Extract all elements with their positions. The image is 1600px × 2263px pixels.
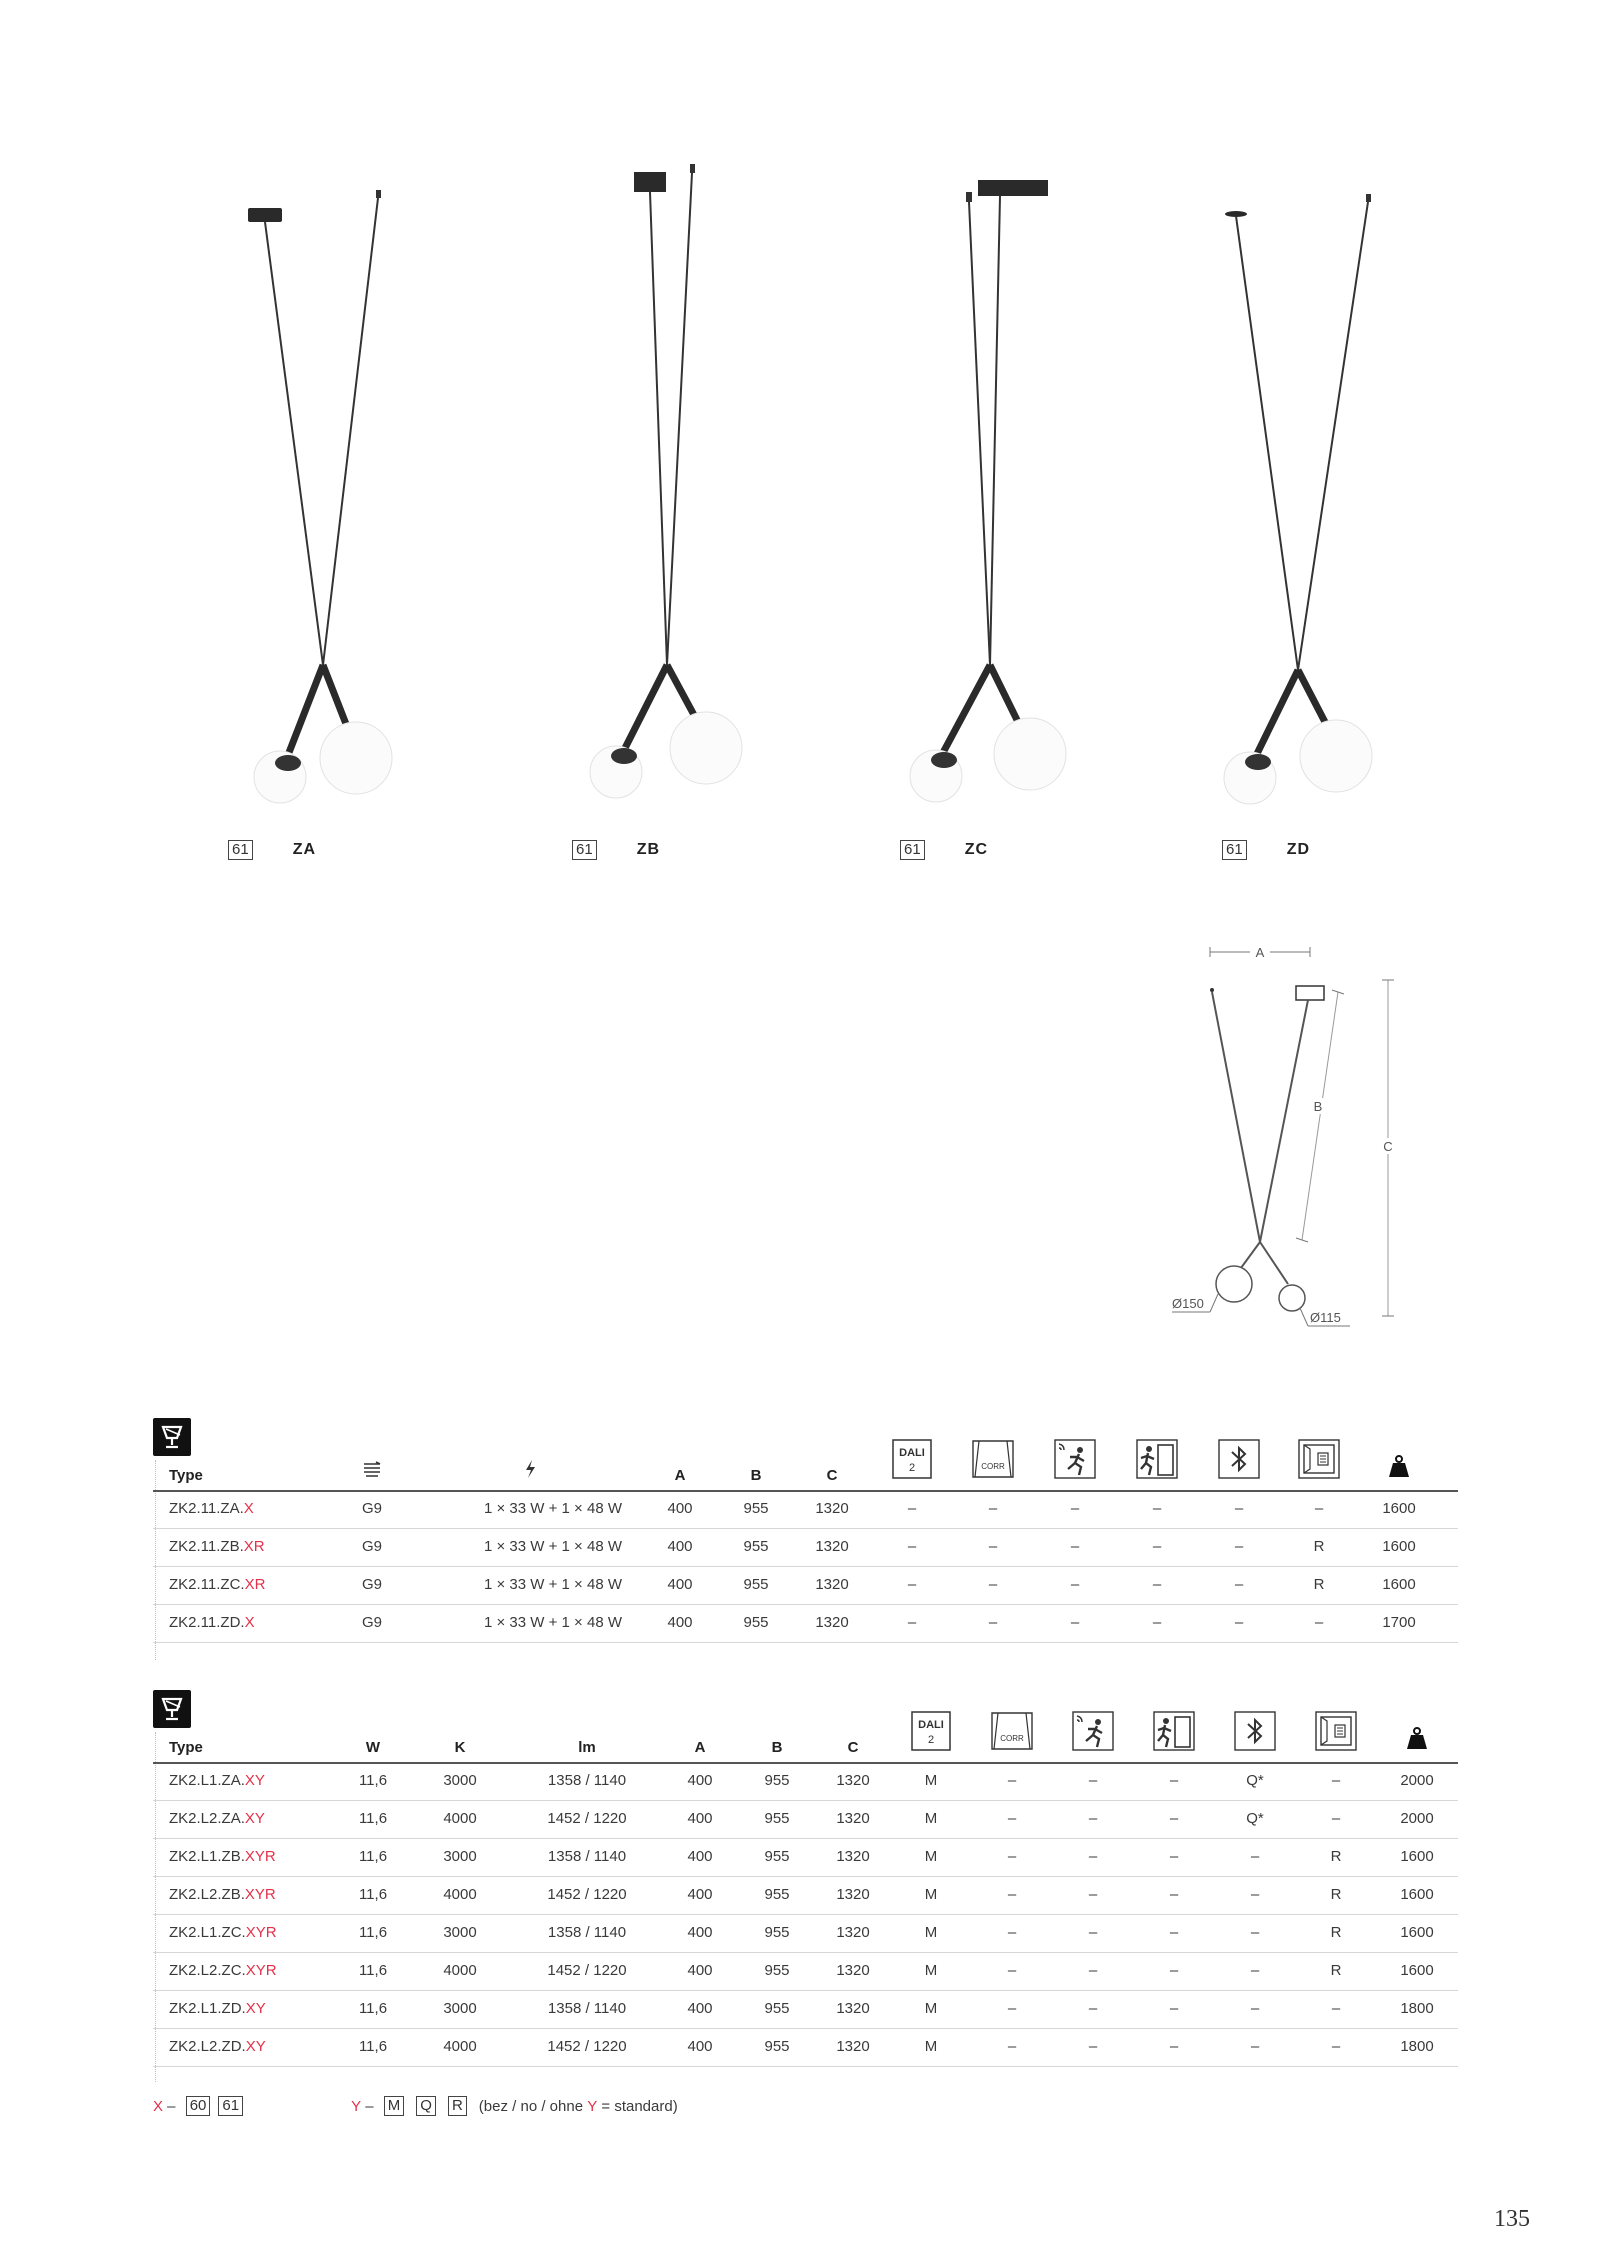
cell-emergency: – bbox=[1152, 1614, 1162, 1631]
cell-w: 11,6 bbox=[358, 1924, 388, 1941]
control-box-icon bbox=[1298, 1439, 1340, 1484]
header-a: A bbox=[674, 1467, 686, 1484]
cell-bt: – bbox=[1250, 2000, 1260, 2017]
cell-dali: M bbox=[924, 2038, 938, 2055]
cell-corr: – bbox=[988, 1500, 998, 1517]
cell-a: 400 bbox=[667, 1500, 693, 1517]
cell-c: 1320 bbox=[815, 1538, 849, 1555]
header-b: B bbox=[750, 1467, 762, 1484]
cell-corr: – bbox=[988, 1576, 998, 1593]
header-type: Type bbox=[169, 1739, 203, 1756]
cell-k: 4000 bbox=[443, 1962, 477, 1979]
legend-x-option: 61 bbox=[218, 2096, 243, 2116]
cell-weight: 1700 bbox=[1382, 1614, 1416, 1631]
table-row bbox=[153, 1800, 1458, 1839]
type-code: ZK2.11.ZB. bbox=[169, 1538, 244, 1555]
variant-label bbox=[228, 840, 316, 860]
header-type: Type bbox=[169, 1467, 203, 1484]
dim-diameter-large: Ø150 bbox=[1172, 1296, 1204, 1311]
table-row bbox=[153, 1762, 1458, 1801]
cell-ctrl: – bbox=[1331, 2038, 1341, 2055]
cell-emergency: – bbox=[1169, 2038, 1179, 2055]
type-suffix: XY bbox=[245, 2038, 266, 2055]
cell-k: 4000 bbox=[443, 1810, 477, 1827]
type-code: ZK2.L2.ZC. bbox=[169, 1962, 246, 1979]
legend-y-option: R bbox=[448, 2096, 467, 2116]
cell-emergency: – bbox=[1169, 1772, 1179, 1789]
cell-type bbox=[169, 1800, 265, 1838]
color-box: 61 bbox=[572, 840, 597, 860]
cell-dali: – bbox=[907, 1614, 917, 1631]
product-zd bbox=[1222, 150, 1462, 870]
type-code: ZK2.L2.ZD. bbox=[169, 2038, 246, 2055]
cell-emergency: – bbox=[1169, 1810, 1179, 1827]
cell-dali: – bbox=[907, 1538, 917, 1555]
cell-bt: – bbox=[1234, 1538, 1244, 1555]
dali-icon bbox=[892, 1439, 932, 1484]
cell-b: 955 bbox=[743, 1538, 769, 1555]
cell-w: 11,6 bbox=[358, 1962, 388, 1979]
cell-bt: – bbox=[1234, 1500, 1244, 1517]
color-box: 61 bbox=[900, 840, 925, 860]
cell-a: 400 bbox=[687, 1810, 713, 1827]
cell-b: 955 bbox=[743, 1500, 769, 1517]
cell-sensor: – bbox=[1088, 1924, 1098, 1941]
weight-icon bbox=[1387, 1455, 1411, 1484]
cell-bt: – bbox=[1234, 1614, 1244, 1631]
cell-k: 3000 bbox=[443, 1848, 477, 1865]
cell-lm: 1358 / 1140 bbox=[547, 1924, 627, 1941]
variant-code: ZB bbox=[636, 841, 661, 858]
cell-c: 1320 bbox=[836, 1924, 870, 1941]
type-code: ZK2.11.ZA. bbox=[169, 1500, 244, 1517]
type-code: ZK2.L1.ZA. bbox=[169, 1772, 245, 1789]
cell-ctrl: R bbox=[1330, 1886, 1342, 1903]
table-header bbox=[153, 1418, 1458, 1492]
cell-dali: M bbox=[924, 2000, 938, 2017]
table-led bbox=[153, 1690, 1458, 2085]
cell-bt: – bbox=[1234, 1576, 1244, 1593]
cell-c: 1320 bbox=[815, 1500, 849, 1517]
cell-type bbox=[169, 1990, 266, 2028]
header-k: K bbox=[454, 1739, 466, 1756]
cell-bt: – bbox=[1250, 1886, 1260, 1903]
cell-a: 400 bbox=[667, 1538, 693, 1555]
cell-b: 955 bbox=[764, 2000, 790, 2017]
header-w: W bbox=[365, 1739, 381, 1756]
type-code: ZK2.L1.ZD. bbox=[169, 2000, 246, 2017]
cell-c: 1320 bbox=[836, 1848, 870, 1865]
cell-a: 400 bbox=[687, 1848, 713, 1865]
emergency-exit-icon bbox=[1153, 1711, 1195, 1756]
cell-dali: M bbox=[924, 1962, 938, 1979]
cell-bt: – bbox=[1250, 1848, 1260, 1865]
table-row bbox=[153, 1838, 1458, 1877]
cell-weight: 1600 bbox=[1400, 1886, 1434, 1903]
cell-weight: 1600 bbox=[1400, 1924, 1434, 1941]
header-b: B bbox=[771, 1739, 783, 1756]
cell-sensor: – bbox=[1070, 1538, 1080, 1555]
cell-corr: – bbox=[1007, 1848, 1017, 1865]
table-row bbox=[153, 1490, 1458, 1529]
type-suffix: XYR bbox=[244, 1886, 276, 1903]
cell-k: 3000 bbox=[443, 2000, 477, 2017]
cell-corr: – bbox=[1007, 1886, 1017, 1903]
cell-weight: 1800 bbox=[1400, 2000, 1434, 2017]
cell-a: 400 bbox=[687, 1924, 713, 1941]
cell-socket: G9 bbox=[361, 1576, 383, 1593]
type-code: ZK2.L2.ZB. bbox=[169, 1886, 245, 1903]
dim-diameter-small: Ø115 bbox=[1310, 1310, 1341, 1325]
corridor-icon bbox=[990, 1711, 1034, 1756]
cell-type bbox=[169, 1490, 254, 1528]
header-c: C bbox=[826, 1467, 838, 1484]
cell-corr: – bbox=[1007, 1772, 1017, 1789]
cell-bt: – bbox=[1250, 1962, 1260, 1979]
cell-sensor: – bbox=[1088, 1886, 1098, 1903]
variant-label bbox=[900, 840, 988, 860]
cell-corr: – bbox=[988, 1538, 998, 1555]
table-row bbox=[153, 1876, 1458, 1915]
cell-b: 955 bbox=[743, 1576, 769, 1593]
cell-power: 1 × 33 W + 1 × 48 W bbox=[484, 1538, 622, 1555]
cell-sensor: – bbox=[1088, 1848, 1098, 1865]
cell-type bbox=[169, 1604, 255, 1642]
table-halogen bbox=[153, 1418, 1458, 1663]
header-lm: lm bbox=[578, 1739, 596, 1756]
page-number: 135 bbox=[1494, 2206, 1530, 2232]
type-suffix: XYR bbox=[245, 1962, 277, 1979]
cell-type bbox=[169, 1838, 276, 1876]
type-code: ZK2.L1.ZB. bbox=[169, 1848, 245, 1865]
table-row bbox=[153, 1990, 1458, 2029]
motion-sensor-icon bbox=[1054, 1439, 1096, 1484]
variant-code: ZD bbox=[1286, 841, 1311, 858]
cell-emergency: – bbox=[1169, 2000, 1179, 2017]
cell-emergency: – bbox=[1169, 1848, 1179, 1865]
cell-lm: 1452 / 1220 bbox=[547, 1810, 627, 1827]
product-zc bbox=[900, 150, 1140, 870]
variant-code: ZC bbox=[964, 841, 989, 858]
cell-weight: 1600 bbox=[1382, 1538, 1416, 1555]
cell-emergency: – bbox=[1152, 1500, 1162, 1517]
cell-corr: – bbox=[1007, 1962, 1017, 1979]
variant-label bbox=[572, 840, 660, 860]
product-zb bbox=[572, 150, 812, 870]
type-suffix: XR bbox=[243, 1538, 265, 1555]
cell-sensor: – bbox=[1088, 1810, 1098, 1827]
cell-lm: 1358 / 1140 bbox=[547, 1772, 627, 1789]
cell-k: 3000 bbox=[443, 1772, 477, 1789]
cell-a: 400 bbox=[667, 1614, 693, 1631]
cell-k: 4000 bbox=[443, 2038, 477, 2055]
control-box-icon bbox=[1315, 1711, 1357, 1756]
weight-icon bbox=[1405, 1727, 1429, 1756]
cell-w: 11,6 bbox=[358, 1848, 388, 1865]
cell-bt: – bbox=[1250, 1924, 1260, 1941]
cell-sensor: – bbox=[1088, 1772, 1098, 1789]
dim-label-c: C bbox=[1383, 1139, 1393, 1154]
cell-socket: G9 bbox=[361, 1500, 383, 1517]
cell-emergency: – bbox=[1169, 1962, 1179, 1979]
cell-c: 1320 bbox=[815, 1576, 849, 1593]
pendant-lamp-zc-image bbox=[900, 150, 1140, 840]
cell-a: 400 bbox=[687, 2000, 713, 2017]
table-row bbox=[153, 1528, 1458, 1567]
cell-ctrl: R bbox=[1330, 1962, 1342, 1979]
legend-y-label: Y bbox=[351, 2097, 362, 2115]
cell-type bbox=[169, 1762, 265, 1800]
cell-emergency: – bbox=[1169, 1886, 1179, 1903]
cell-sensor: – bbox=[1070, 1614, 1080, 1631]
cell-lm: 1452 / 1220 bbox=[547, 1962, 627, 1979]
table-row bbox=[153, 1566, 1458, 1605]
type-suffix: XY bbox=[244, 1772, 265, 1789]
cell-b: 955 bbox=[764, 1924, 790, 1941]
cell-ctrl: – bbox=[1331, 1810, 1341, 1827]
color-box: 61 bbox=[228, 840, 253, 860]
variant-label bbox=[1222, 840, 1310, 860]
cell-weight: 1600 bbox=[1382, 1576, 1416, 1593]
cell-b: 955 bbox=[764, 1962, 790, 1979]
motion-sensor-icon bbox=[1072, 1711, 1114, 1756]
cell-socket: G9 bbox=[361, 1614, 383, 1631]
cell-type bbox=[169, 1876, 276, 1914]
cell-lm: 1358 / 1140 bbox=[547, 2000, 627, 2017]
cell-ctrl: – bbox=[1331, 1772, 1341, 1789]
cell-sensor: – bbox=[1088, 2000, 1098, 2017]
cell-c: 1320 bbox=[815, 1614, 849, 1631]
cell-weight: 2000 bbox=[1400, 1772, 1434, 1789]
pendant-lamp-za-image bbox=[228, 150, 468, 840]
cell-b: 955 bbox=[764, 1810, 790, 1827]
legend-note-y: Y bbox=[587, 2097, 598, 2115]
cell-a: 400 bbox=[687, 2038, 713, 2055]
legend-x-option: 60 bbox=[186, 2096, 211, 2116]
cell-w: 11,6 bbox=[358, 1772, 388, 1789]
cell-c: 1320 bbox=[836, 1810, 870, 1827]
cell-a: 400 bbox=[687, 1886, 713, 1903]
cell-ctrl: – bbox=[1314, 1614, 1324, 1631]
type-suffix: X bbox=[244, 1614, 255, 1631]
cell-a: 400 bbox=[687, 1772, 713, 1789]
svg-text:2: 2 bbox=[927, 1734, 935, 1746]
cell-b: 955 bbox=[764, 2038, 790, 2055]
cell-ctrl: – bbox=[1331, 2000, 1341, 2017]
cell-k: 3000 bbox=[443, 1924, 477, 1941]
cell-type bbox=[169, 1566, 265, 1604]
type-suffix: X bbox=[243, 1500, 254, 1517]
cell-a: 400 bbox=[667, 1576, 693, 1593]
bluetooth-icon bbox=[1234, 1711, 1276, 1756]
cell-a: 400 bbox=[687, 1962, 713, 1979]
type-suffix: XYR bbox=[245, 1924, 277, 1941]
type-code: ZK2.L1.ZC. bbox=[169, 1924, 246, 1941]
cell-lm: 1358 / 1140 bbox=[547, 1848, 627, 1865]
cell-b: 955 bbox=[743, 1614, 769, 1631]
legend-x-label: X bbox=[153, 2097, 164, 2115]
cell-power: 1 × 33 W + 1 × 48 W bbox=[484, 1500, 622, 1517]
cell-b: 955 bbox=[764, 1848, 790, 1865]
corridor-icon bbox=[971, 1439, 1015, 1484]
svg-text:DALI: DALI bbox=[899, 1447, 925, 1459]
type-suffix: XYR bbox=[244, 1848, 276, 1865]
cell-weight: 1600 bbox=[1400, 1962, 1434, 1979]
color-box: 61 bbox=[1222, 840, 1247, 860]
cell-dali: – bbox=[907, 1500, 917, 1517]
cell-sensor: – bbox=[1088, 1962, 1098, 1979]
cell-c: 1320 bbox=[836, 2038, 870, 2055]
cell-power: 1 × 33 W + 1 × 48 W bbox=[484, 1576, 622, 1593]
type-suffix: XY bbox=[244, 1810, 265, 1827]
type-suffix: XR bbox=[244, 1576, 266, 1593]
table-row bbox=[153, 1914, 1458, 1953]
legend bbox=[153, 2096, 678, 2116]
legend-x-dash: – bbox=[163, 2097, 180, 2115]
cell-ctrl: R bbox=[1330, 1848, 1342, 1865]
emergency-exit-icon bbox=[1136, 1439, 1178, 1484]
cell-corr: – bbox=[1007, 1924, 1017, 1941]
cell-bt: Q* bbox=[1246, 1772, 1264, 1789]
cell-emergency: – bbox=[1152, 1576, 1162, 1593]
cell-lm: 1452 / 1220 bbox=[547, 1886, 627, 1903]
bluetooth-icon bbox=[1218, 1439, 1260, 1484]
dimension-diagram bbox=[1150, 940, 1430, 1340]
variant-code: ZA bbox=[292, 841, 317, 858]
cell-weight: 1800 bbox=[1400, 2038, 1434, 2055]
dim-label-a: A bbox=[1255, 945, 1265, 960]
cell-bt: Q* bbox=[1246, 1810, 1264, 1827]
cell-w: 11,6 bbox=[358, 1810, 388, 1827]
cell-dali: M bbox=[924, 1924, 938, 1941]
legend-y-option: M bbox=[384, 2096, 405, 2116]
type-code: ZK2.L2.ZA. bbox=[169, 1810, 245, 1827]
cell-c: 1320 bbox=[836, 1962, 870, 1979]
cell-dali: M bbox=[924, 1848, 938, 1865]
legend-y-option: Q bbox=[416, 2096, 436, 2116]
cell-ctrl: R bbox=[1313, 1576, 1325, 1593]
cell-dali: M bbox=[924, 1810, 938, 1827]
dim-label-b: B bbox=[1313, 1099, 1323, 1114]
cell-weight: 2000 bbox=[1400, 1810, 1434, 1827]
cell-corr: – bbox=[1007, 2038, 1017, 2055]
header-c: C bbox=[847, 1739, 859, 1756]
cell-dali: – bbox=[907, 1576, 917, 1593]
cell-emergency: – bbox=[1152, 1538, 1162, 1555]
table-header bbox=[153, 1690, 1458, 1764]
product-za bbox=[228, 150, 468, 870]
cell-w: 11,6 bbox=[358, 1886, 388, 1903]
cell-c: 1320 bbox=[836, 2000, 870, 2017]
cell-type bbox=[169, 1914, 277, 1952]
cell-bt: – bbox=[1250, 2038, 1260, 2055]
cell-corr: – bbox=[1007, 2000, 1017, 2017]
cell-ctrl: R bbox=[1330, 1924, 1342, 1941]
pendant-lamp-zd-image bbox=[1222, 150, 1462, 840]
legend-y-dash: – bbox=[361, 2097, 378, 2115]
svg-text:CORR: CORR bbox=[1000, 1734, 1024, 1743]
cell-weight: 1600 bbox=[1400, 1848, 1434, 1865]
cell-sensor: – bbox=[1070, 1576, 1080, 1593]
cell-ctrl: – bbox=[1314, 1500, 1324, 1517]
cell-c: 1320 bbox=[836, 1772, 870, 1789]
cell-corr: – bbox=[1007, 1810, 1017, 1827]
cell-socket: G9 bbox=[361, 1538, 383, 1555]
cell-type bbox=[169, 1528, 265, 1566]
cell-w: 11,6 bbox=[358, 2038, 388, 2055]
type-code: ZK2.11.ZC. bbox=[169, 1576, 245, 1593]
cell-type bbox=[169, 2028, 266, 2066]
cell-b: 955 bbox=[764, 1886, 790, 1903]
cell-dali: M bbox=[924, 1772, 938, 1789]
dali-icon bbox=[911, 1711, 951, 1756]
svg-text:2: 2 bbox=[908, 1462, 916, 1474]
legend-note-before: (bez / no / ohne bbox=[478, 2097, 588, 2115]
svg-text:DALI: DALI bbox=[918, 1719, 944, 1731]
cell-sensor: – bbox=[1070, 1500, 1080, 1517]
type-code: ZK2.11.ZD. bbox=[169, 1614, 245, 1631]
header-a: A bbox=[694, 1739, 706, 1756]
bulb-socket-icon bbox=[362, 1461, 382, 1484]
svg-text:CORR: CORR bbox=[981, 1462, 1005, 1471]
table-row bbox=[153, 2028, 1458, 2067]
cell-weight: 1600 bbox=[1382, 1500, 1416, 1517]
cell-b: 955 bbox=[764, 1772, 790, 1789]
cell-k: 4000 bbox=[443, 1886, 477, 1903]
cell-lm: 1452 / 1220 bbox=[547, 2038, 627, 2055]
table-row bbox=[153, 1604, 1458, 1643]
cell-dali: M bbox=[924, 1886, 938, 1903]
cell-ctrl: R bbox=[1313, 1538, 1325, 1555]
legend-note-after: = standard) bbox=[597, 2097, 678, 2115]
cell-w: 11,6 bbox=[358, 2000, 388, 2017]
type-suffix: XY bbox=[245, 2000, 266, 2017]
cell-sensor: – bbox=[1088, 2038, 1098, 2055]
pendant-lamp-zb-image bbox=[572, 150, 812, 840]
cell-emergency: – bbox=[1169, 1924, 1179, 1941]
power-icon bbox=[523, 1459, 537, 1484]
cell-corr: – bbox=[988, 1614, 998, 1631]
table-row bbox=[153, 1952, 1458, 1991]
cell-power: 1 × 33 W + 1 × 48 W bbox=[484, 1614, 622, 1631]
cell-type bbox=[169, 1952, 277, 1990]
cell-c: 1320 bbox=[836, 1886, 870, 1903]
